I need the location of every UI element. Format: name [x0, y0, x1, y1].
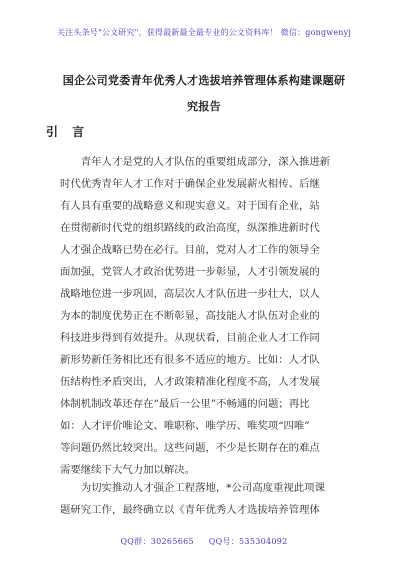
- paragraph-line: 伍结构性矛盾突出，人才政策精准化程度不高，人才发展: [60, 376, 320, 388]
- paragraph-line: 时代优秀青年人才工作对于确保企业发展薪火相传、后继: [60, 178, 320, 190]
- section-heading: 引 言: [46, 125, 90, 139]
- paragraph-line: 有人具有重要的战略意义和现实意义。对于国有企业，站: [60, 200, 320, 212]
- paragraph-line: 需要继续下大气力加以解决。: [60, 464, 196, 476]
- paragraph-line: 题研究工作，最终确立以《青年优秀人才选拔培养管理体: [60, 504, 320, 516]
- title-line-2: 究报告: [187, 100, 221, 113]
- header-promo-note: 关注头条号"公文研究"，获得最新最全最专业的公文资料库！ 微信：gongwenyj: [56, 28, 352, 37]
- paragraph-line: 科技进步得到有效提升。从现状看，目前企业人才工作同: [60, 332, 320, 344]
- paragraph-line: 为切实推动人才强企工程落地，*公司高度重视此项课: [60, 482, 325, 494]
- paragraph-line: 青年人才是党的人才队伍的重要组成部分，深入推进新: [60, 156, 331, 168]
- paragraph-line: 战略地位进一步巩固，高层次人才队伍进一步壮大，以人: [60, 288, 320, 300]
- paragraph-line: 面加强，党管人才政治优势进一步彰显，人才引领发展的: [60, 266, 320, 278]
- document-title: [60, 68, 348, 120]
- footer-qq-group: QQ群：30265665: [120, 537, 194, 546]
- paragraph-line: 为本的制度优势正在不断彰显，高技能人才队伍对企业的: [60, 310, 320, 322]
- footer-contact: [0, 536, 408, 547]
- paragraph-line: 人才强企战略已势在必行。目前，党对人才工作的领导全: [60, 244, 320, 256]
- footer-qq-number: QQ号：535304092: [208, 537, 288, 546]
- paragraph-line: 体制机制改革还存在“最后一公里”不畅通的问题；再比: [60, 398, 310, 410]
- title-line-1: 国企公司党委青年优秀人才选拔培养管理体系构建课题研: [62, 74, 346, 87]
- paragraph-line: 在贯彻新时代党的组织路线的政治高度，纵深推进新时代: [60, 222, 320, 234]
- paragraph-1: [60, 151, 350, 481]
- paragraph-line: 新形势新任务相比还有很多不适应的地方。比如：人才队: [60, 354, 320, 366]
- paragraph-line: 等问题仍然比较突出。这些问题，不少是长期存在的难点: [60, 442, 320, 454]
- paragraph-line: 如：人才评价唯论文、唯职称、唯学历、唯奖项“四唯”: [60, 420, 310, 432]
- paragraph-2: [60, 477, 350, 521]
